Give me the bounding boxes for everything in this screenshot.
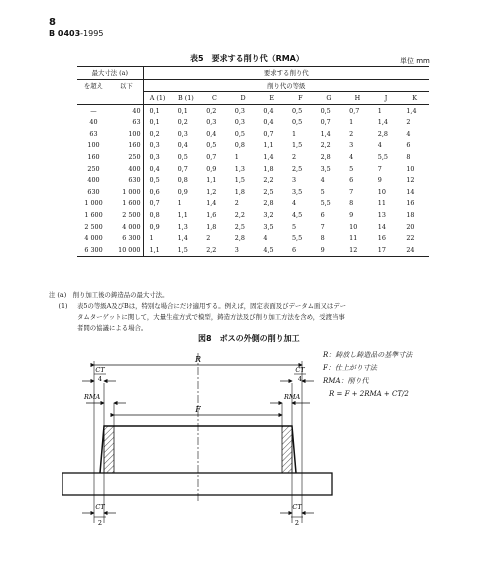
base-plate	[62, 473, 332, 495]
dimension-cell: 6 300	[77, 244, 110, 256]
dimension-cell: 6 300	[110, 232, 143, 244]
allowance-cell: 1,4	[320, 129, 331, 138]
allowance-cell: 0,3	[149, 152, 160, 161]
allowance-cell: 14	[377, 222, 386, 231]
rma-right-hatch	[282, 426, 292, 473]
allowance-cell: 0,3	[149, 141, 160, 150]
allowance-cell: 0,8	[234, 141, 245, 150]
grade-header: G	[315, 92, 344, 105]
allowance-cell: 4	[320, 176, 325, 185]
allowance-cell: 0,2	[206, 106, 217, 115]
allowance-cell: 2,5	[291, 164, 303, 173]
table-notes	[49, 290, 469, 334]
grade-header: B (1)	[172, 92, 201, 105]
rma-left-hatch	[104, 426, 114, 473]
allowance-cell: 13	[377, 210, 386, 219]
table-row	[77, 104, 429, 116]
allowance-cell: 1	[177, 199, 182, 208]
allowance-cell: 2,8	[320, 152, 331, 161]
allowance-cell: 3	[349, 141, 354, 150]
allowance-cell: 7	[377, 164, 382, 173]
allowance-cell: 22	[406, 234, 415, 243]
allowance-cell: 9	[377, 176, 382, 185]
allowance-cell: 0,7	[320, 118, 331, 127]
allowance-cell: 1,4	[377, 118, 388, 127]
allowance-cell: 0,4	[263, 106, 274, 115]
table-row	[77, 140, 429, 152]
label-f: F	[195, 405, 201, 414]
dimension-cell: 63	[89, 129, 98, 138]
label-rma-left: RMA	[84, 393, 101, 401]
dimension-cell: 1 000	[110, 186, 143, 198]
allowance-cell: 12	[406, 176, 415, 185]
allowance-cell: 5,5	[320, 199, 331, 208]
allowance-cell: 2	[291, 152, 297, 161]
allowance-cell: 2	[234, 199, 239, 208]
table-row	[77, 209, 429, 221]
allowance-cell: 1,4	[263, 152, 274, 161]
svg-text:2: 2	[294, 519, 300, 527]
allowance-cell: 11	[349, 234, 358, 243]
allowance-cell: 20	[406, 222, 415, 231]
grade-header: E	[257, 92, 286, 105]
allowance-cell: 2,8	[234, 234, 245, 243]
allowance-cell: 24	[400, 244, 429, 256]
allowance-cell: 14	[406, 187, 415, 196]
allowance-cell: 1	[349, 118, 354, 127]
grade-header: H	[343, 92, 372, 105]
label-ct4-left: CT	[95, 366, 105, 374]
allowance-cell: 0,1	[177, 106, 188, 115]
allowance-cell: 1,1	[206, 176, 217, 185]
allowance-cell: 3,5	[263, 222, 274, 231]
allowance-cell: 0,1	[149, 106, 160, 115]
allowance-cell: 1,4	[177, 234, 188, 243]
allowance-cell: 0,9	[177, 187, 188, 196]
table-row	[77, 151, 429, 163]
table-row	[77, 116, 429, 128]
grade-header: K	[400, 92, 429, 105]
allowance-cell: 1	[149, 234, 154, 243]
allowance-cell: 0,5	[206, 141, 217, 150]
allowance-cell: 2,2	[234, 210, 245, 219]
unit-label: 単位 mm	[400, 57, 430, 65]
label-rma-right: RMA	[284, 393, 301, 401]
dimension-cell: 2 500	[110, 209, 143, 221]
allowance-cell: 1,1	[143, 244, 172, 256]
grade-header: A (1)	[143, 92, 172, 105]
allowance-cell: 5	[349, 164, 354, 173]
dimension-cell: 40	[110, 104, 143, 116]
allowance-cell: 0,8	[149, 210, 160, 219]
boss-machining-diagram	[62, 353, 342, 533]
allowance-cell: 2,2	[263, 176, 274, 185]
dimension-cell: 10 000	[110, 244, 143, 256]
allowance-cell: 2,5	[263, 187, 274, 196]
allowance-cell: 0,5	[291, 106, 303, 115]
allowance-cell: 0,5	[177, 152, 188, 161]
allowance-cell: 8	[349, 199, 354, 208]
allowance-cell: 1,3	[177, 222, 188, 231]
allowance-cell: 0,9	[206, 164, 217, 173]
allowance-cell: 1,5	[234, 176, 245, 185]
allowance-cell: 0,3	[177, 129, 188, 138]
allowance-cell: 4	[377, 141, 382, 150]
header-required-rma: 要求する削り代	[143, 67, 429, 80]
allowance-cell: 3	[291, 176, 297, 185]
allowance-cell: 1,3	[234, 164, 245, 173]
dimension-cell: —	[90, 106, 97, 115]
allowance-cell: 1	[377, 106, 382, 115]
dimension-cell: 4 000	[84, 234, 103, 243]
allowance-cell: 3,2	[263, 210, 274, 219]
label-ct2-right: CT	[292, 503, 302, 511]
dimension-cell: 630	[87, 187, 100, 196]
legend-rma: RMA：削り代	[323, 377, 369, 385]
allowance-cell: 0,6	[149, 187, 160, 196]
allowance-cell: 8	[320, 234, 325, 243]
dimension-cell: 4 000	[110, 221, 143, 233]
allowance-cell: 10	[377, 187, 386, 196]
allowance-cell: 9	[349, 210, 354, 219]
allowance-cell: 2	[349, 129, 354, 138]
grade-header: D	[229, 92, 258, 105]
allowance-cell: 0,8	[177, 176, 188, 185]
allowance-cell: 10	[349, 222, 358, 231]
grade-header: J	[372, 92, 401, 105]
note-a: 注 (a) 削り加工後の鋳造品の最大寸法。	[49, 291, 169, 299]
allowance-cell: 1,1	[177, 210, 188, 219]
allowance-cell: 0,9	[149, 222, 160, 231]
allowance-cell: 12	[343, 244, 372, 256]
allowance-cell: 8	[406, 152, 411, 161]
allowance-cell: 0,4	[263, 118, 274, 127]
dimension-cell: 2 500	[84, 222, 103, 231]
table-row	[77, 128, 429, 140]
note-1: (1) 表5の等級A及びBは，特別な場合にだけ適用する。例えば，固定表面及びデータム面又はデー タムターゲットに関して，大量生産方式で模型，鋳造方法及び削り加工方法を含め，受渡当事 者間の協議による場合。	[58, 302, 347, 332]
allowance-cell: 0,1	[149, 118, 160, 127]
allowance-cell: 0,7	[177, 164, 188, 173]
table-row	[77, 221, 429, 233]
allowance-cell: 2	[206, 234, 211, 243]
header-grade: 削り代の等級	[143, 79, 429, 92]
allowance-cell: 0,4	[177, 141, 188, 150]
allowance-cell: 0,5	[320, 106, 331, 115]
allowance-cell: 0,7	[206, 152, 217, 161]
header-over: を超え	[83, 82, 104, 91]
formula: R = F + 2RMA + CT/2	[329, 390, 409, 398]
svg-text:4: 4	[297, 375, 303, 383]
allowance-cell: 6	[406, 141, 411, 150]
dimension-cell: 400	[87, 176, 100, 185]
allowance-cell: 0,2	[149, 129, 160, 138]
table-row	[77, 232, 429, 244]
allowance-cell: 1,1	[263, 141, 274, 150]
allowance-cell: 5,5	[291, 234, 303, 243]
allowance-cell: 1,8	[206, 222, 217, 231]
allowance-cell: 1,2	[206, 187, 217, 196]
allowance-cell: 1	[291, 129, 297, 138]
allowance-cell: 2,8	[263, 199, 274, 208]
allowance-cell: 2,8	[377, 129, 388, 138]
allowance-cell: 4,5	[257, 244, 286, 256]
allowance-cell: 1,4	[406, 106, 417, 115]
dimension-cell: 100	[110, 128, 143, 140]
dimension-cell: 1 600	[110, 198, 143, 210]
dimension-cell: 630	[110, 174, 143, 186]
table-row	[77, 244, 429, 256]
dimension-cell: 1 600	[84, 210, 103, 219]
allowance-cell: 0,7	[149, 199, 160, 208]
label-r: R	[194, 355, 202, 364]
dimension-cell: 250	[87, 164, 100, 173]
grade-header: F	[286, 92, 315, 105]
allowance-cell: 0,5	[149, 176, 160, 185]
allowance-cell: 0,3	[206, 118, 217, 127]
allowance-cell: 0,4	[149, 164, 160, 173]
allowance-cell: 18	[406, 210, 415, 219]
allowance-cell: 9	[315, 244, 344, 256]
allowance-cell: 0,3	[234, 118, 245, 127]
allowance-cell: 4	[263, 234, 268, 243]
header-up-to: 以下	[110, 79, 143, 92]
allowance-cell: 0,4	[206, 129, 217, 138]
allowance-cell: 0,5	[234, 129, 245, 138]
allowance-cell: 0,7	[263, 129, 274, 138]
header-max-dimension: 最大寸法 (a)	[77, 67, 143, 80]
allowance-cell: 6	[320, 210, 325, 219]
allowance-cell: 6	[286, 244, 315, 256]
label-ct4-right: CT	[295, 366, 305, 374]
allowance-cell: 16	[406, 199, 415, 208]
label-ct2-left: CT	[95, 503, 105, 511]
allowance-cell: 16	[377, 234, 386, 243]
dimension-cell: 160	[87, 152, 100, 161]
dimension-cell: 400	[110, 163, 143, 175]
allowance-cell: 17	[372, 244, 401, 256]
allowance-cell: 4	[349, 152, 354, 161]
page-number: 8	[49, 17, 56, 28]
figure-caption: 図8 ボスの外側の削り加工	[198, 334, 300, 343]
allowance-cell: 2,2	[200, 244, 229, 256]
allowance-cell: 0,5	[291, 118, 303, 127]
allowance-cell: 10	[406, 164, 415, 173]
grade-header: C	[200, 92, 229, 105]
svg-text:4: 4	[97, 375, 103, 383]
allowance-cell: 1,5	[172, 244, 201, 256]
machining-allowance-table	[77, 66, 429, 257]
allowance-cell: 4,5	[291, 210, 303, 219]
legend-f: F：仕上がり寸法	[323, 364, 377, 372]
svg-text:2: 2	[97, 519, 103, 527]
allowance-cell: 4	[291, 199, 297, 208]
allowance-cell: 7	[320, 222, 325, 231]
dimension-cell: 160	[110, 140, 143, 152]
allowance-cell: 4	[406, 129, 411, 138]
allowance-cell: 2,2	[320, 141, 331, 150]
dimension-cell: 100	[87, 141, 100, 150]
table-row	[77, 198, 429, 210]
table-row	[77, 174, 429, 186]
dimension-cell: 63	[110, 116, 143, 128]
table-row	[77, 186, 429, 198]
allowance-cell: 1,5	[291, 141, 303, 150]
allowance-cell: 3,5	[320, 164, 331, 173]
table-row	[77, 163, 429, 175]
dimension-cell: 250	[110, 151, 143, 163]
allowance-cell: 5,5	[377, 152, 388, 161]
legend-r: R：鋳放し鋳造品の基準寸法	[323, 351, 413, 359]
dimension-cell: 40	[89, 118, 98, 127]
allowance-cell: 2,5	[234, 222, 245, 231]
allowance-cell: 0,3	[234, 106, 245, 115]
allowance-cell: 1,8	[234, 187, 245, 196]
allowance-cell: 5	[320, 187, 325, 196]
allowance-cell: 1	[234, 152, 239, 161]
dimension-cell: 1 000	[84, 199, 103, 208]
allowance-cell: 6	[349, 176, 354, 185]
allowance-cell: 7	[349, 187, 354, 196]
standard-number: B 0403-1995	[49, 29, 104, 38]
allowance-cell: 0,7	[349, 106, 360, 115]
allowance-cell: 11	[377, 199, 386, 208]
table-caption: 表5 要求する削り代（RMA）	[190, 54, 304, 63]
allowance-cell: 1,8	[263, 164, 274, 173]
allowance-cell: 2	[406, 118, 411, 127]
allowance-cell: 0,2	[177, 118, 188, 127]
allowance-cell: 5	[291, 222, 297, 231]
allowance-cell: 3	[229, 244, 258, 256]
allowance-cell: 1,4	[206, 199, 217, 208]
allowance-cell: 3,5	[291, 187, 303, 196]
allowance-cell: 1,6	[206, 210, 217, 219]
